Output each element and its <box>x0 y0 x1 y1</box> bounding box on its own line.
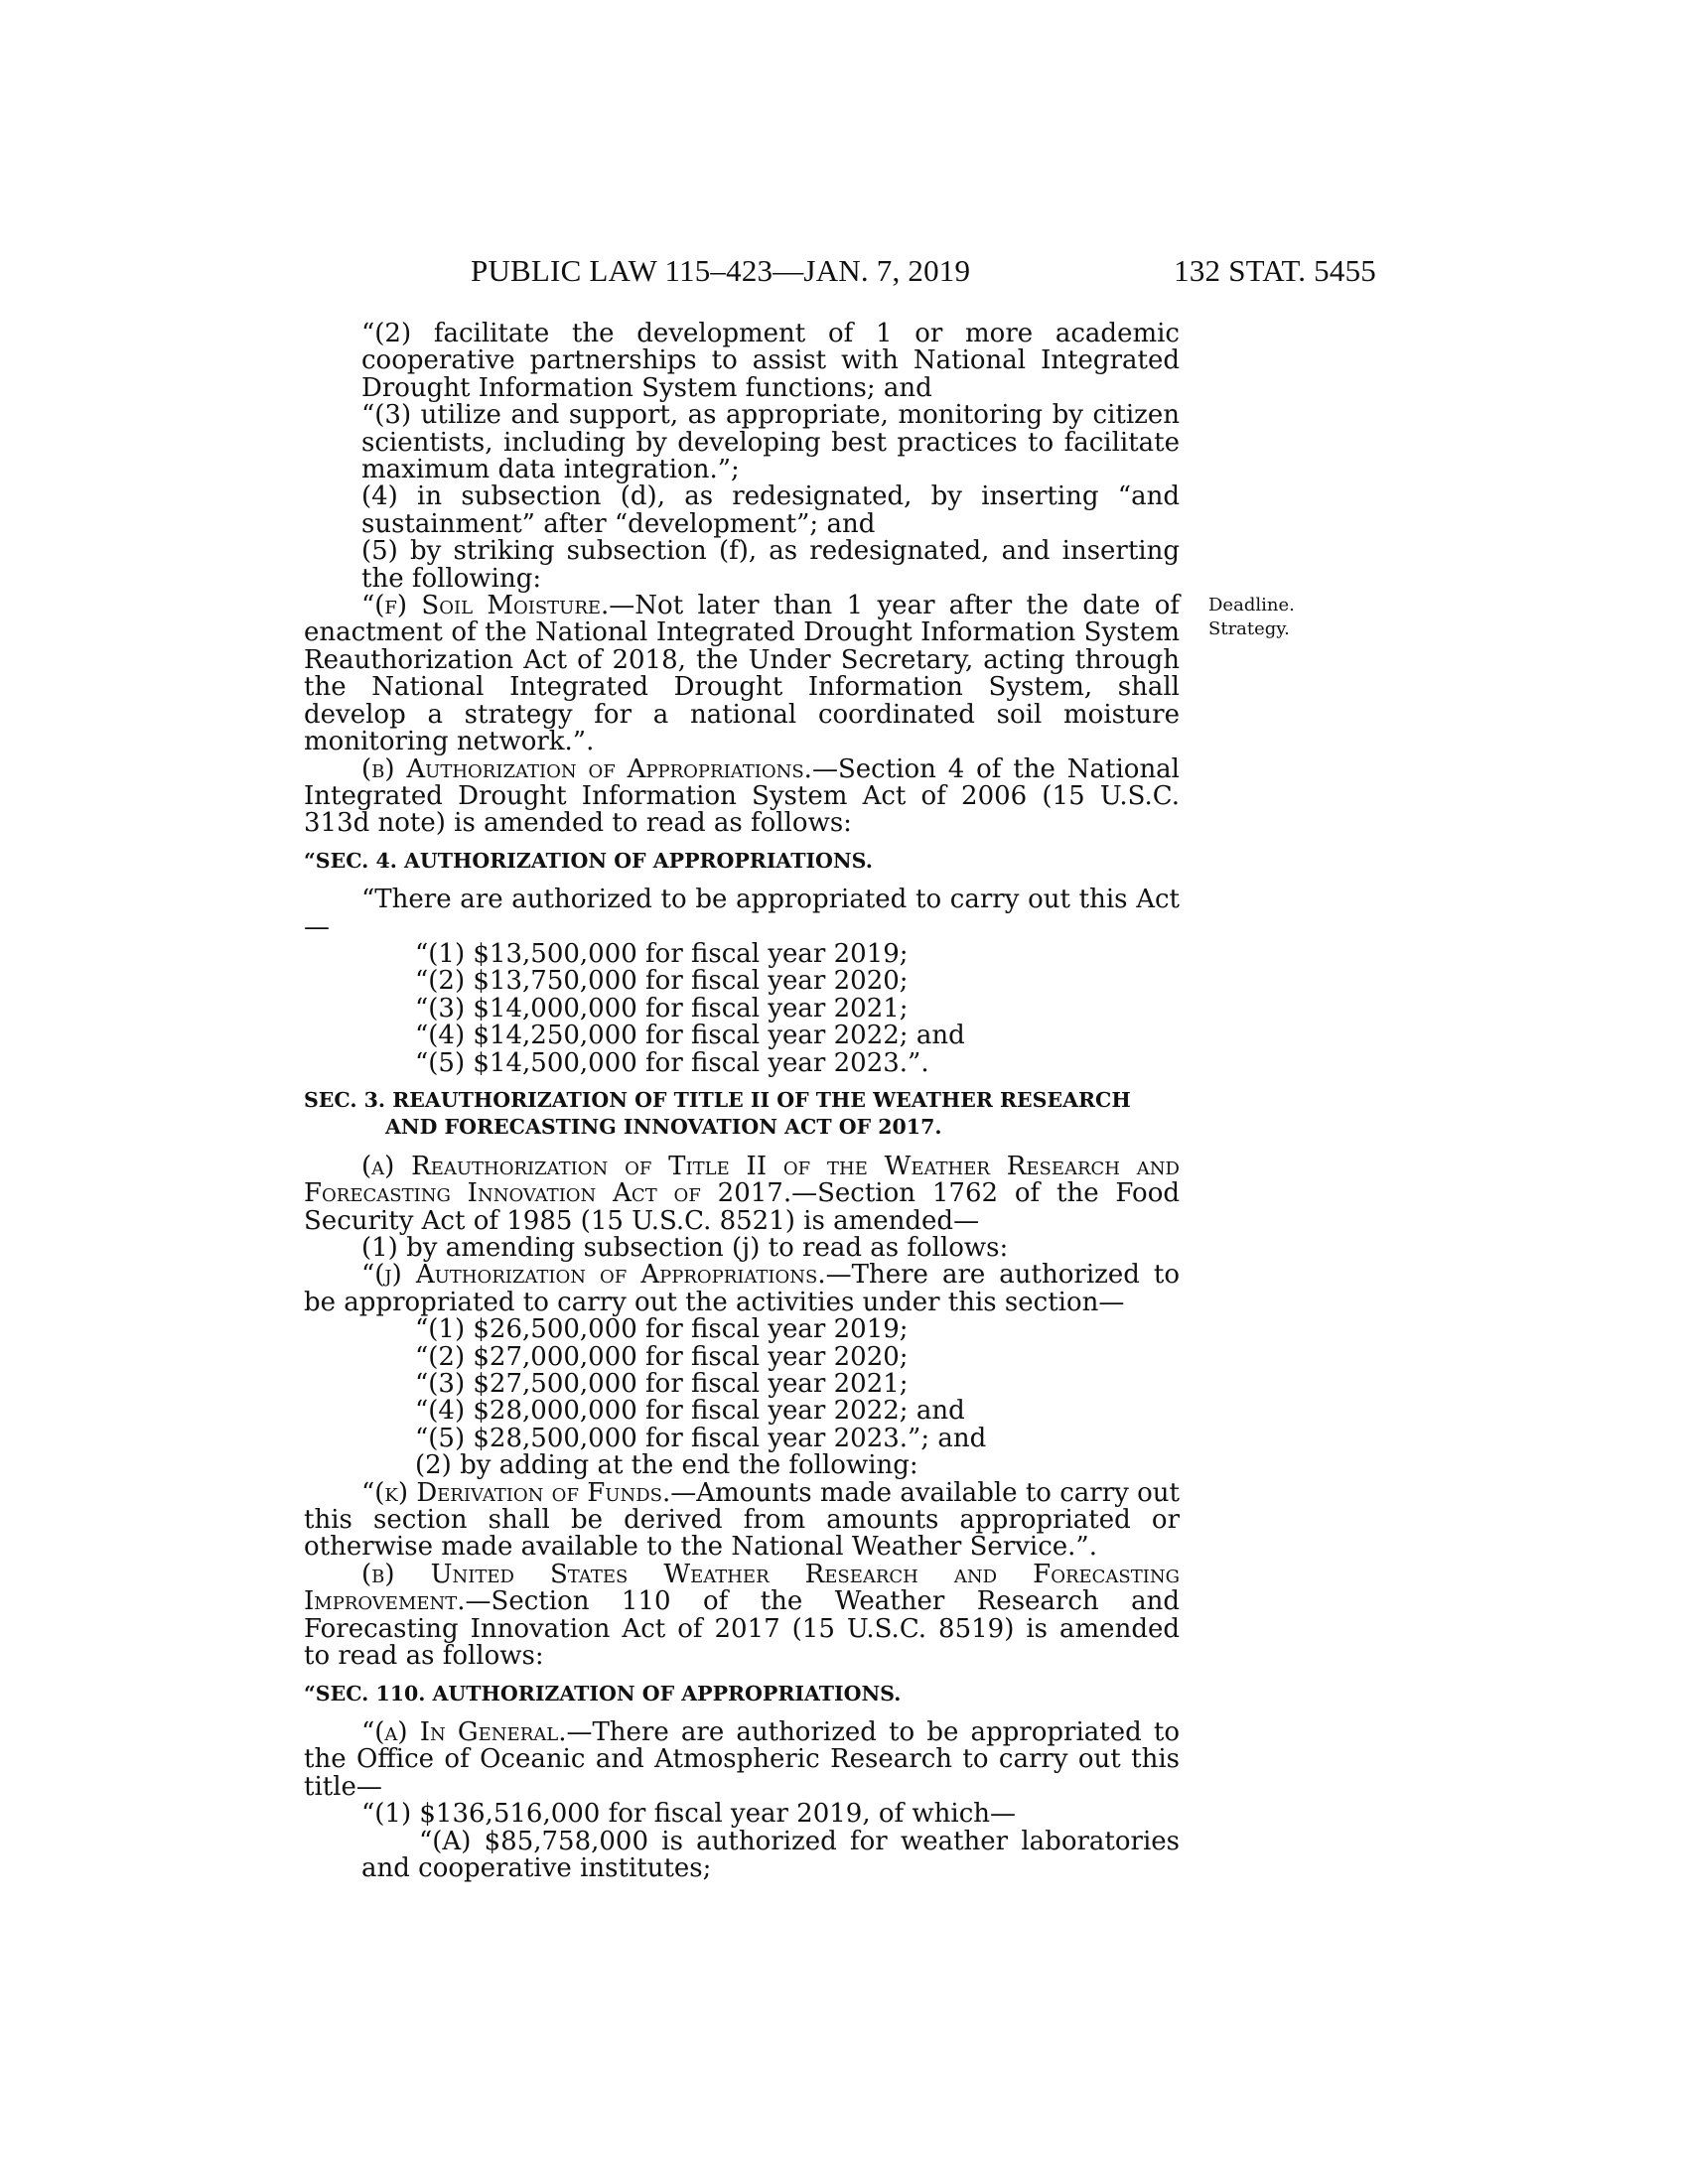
sec-4-heading: “SEC. 4. AUTHORIZATION OF APPROPRIATIONS. <box>304 848 873 873</box>
in-general-heading: “(a) In General. <box>361 1716 567 1747</box>
paragraph-a-in-general <box>304 1716 1180 1802</box>
paragraph-a-reauthorization <box>304 1151 1180 1236</box>
paragraph-authorized-act: “There are authorized to be appropriated to carry out this Act— <box>304 885 1180 942</box>
paragraph-b-authorization <box>304 753 1181 839</box>
soil-moisture-text: —Not later than 1 year after the date of enactment of the National Integrated Drought Information System Reauthorization Act of 2018, the Under Secretary, acting through the National Integrated Drought Information System, shall develop a strategy for a national coordinated soil moisture monitoring network.”. <box>304 591 1180 757</box>
sec-3-heading: SEC. 3. REAUTHORIZATION OF TITLE II OF THE WEATHER RESEARCH AND FORECASTING INNOVATION ACT OF 2017. <box>304 1087 1131 1140</box>
united-states-heading: (b) United States Weather Research and Forecasting Improvement. <box>304 1559 1180 1617</box>
authorization-text: —Section 4 of the National Integrated Drought Information System Act of 2006 (15 U.S.C. 313d note) is amended to read as follows: <box>304 753 1181 839</box>
page-stat-number: 132 STAT. 5455 <box>1174 253 1376 288</box>
reauthorization-text: —Section 1762 of the Food Security Act of 1985 (15 U.S.C. 8521) is amended— <box>304 1178 1180 1236</box>
paragraph-k-derivation <box>304 1477 1180 1563</box>
k-text: —Amounts made available to carry out this section shall be derived from amounts appropriated or otherwise made available to the National Weather Service.”. <box>304 1477 1180 1563</box>
paragraph-1-amending: (1) by amending subsection (j) to read as follows: <box>361 1233 1009 1263</box>
soil-moisture-heading: “(f) Soil Moisture. <box>361 591 610 621</box>
j-item-5: “(5) $28,500,000 for fiscal year 2023.”; and <box>415 1423 987 1453</box>
sec4-item-4: “(4) $14,250,000 for fiscal year 2022; and <box>415 1021 965 1051</box>
in-general-text: —There are authorized to be appropriated to the Office of Oceanic and Atmospheric Research to carry out this title— <box>304 1716 1180 1802</box>
sec4-item-2: “(2) $13,750,000 for fiscal year 2020; <box>415 966 909 997</box>
sec4-item-3: “(3) $14,000,000 for fiscal year 2021; <box>415 993 909 1024</box>
j-item-1: “(1) $26,500,000 for fiscal year 2019; <box>415 1314 909 1345</box>
j-text: —There are authorized to be appropriated to carry out the activities under this section— <box>304 1260 1180 1317</box>
paragraph-2-adding: (2) by adding at the end the following: <box>415 1450 918 1481</box>
running-head-title: PUBLIC LAW 115–423—JAN. 7, 2019 <box>471 253 971 288</box>
paragraph-4-subsection-d: (4) in subsection (d), as redesignated, by inserting “and sustainment” after “development”; and <box>361 481 1180 539</box>
paragraph-2-facilitate: “(2) facilitate the development of 1 or more academic cooperative partnerships to assist with National Integrated Drought Information System functions; and <box>361 319 1180 403</box>
j-heading: “(j) Authorization of Appropriations. <box>361 1260 826 1291</box>
margin-note-deadline: Deadline. <box>1208 595 1295 615</box>
sec4-item-1: “(1) $13,500,000 for fiscal year 2019; <box>415 938 909 969</box>
sec4-item-5: “(5) $14,500,000 for fiscal year 2023.”. <box>415 1047 929 1078</box>
j-item-4: “(4) $28,000,000 for fiscal year 2022; and <box>415 1396 965 1427</box>
authorization-heading: (b) Authorization of Appropriations. <box>361 753 812 784</box>
paragraph-b-united-states <box>304 1559 1180 1672</box>
margin-notes <box>1208 594 1295 641</box>
paragraph-3-utilize: “(3) utilize and support, as appropriate, monitoring by citizen scientists, including by developing best practices to facilitate maximum data integration.”; <box>361 400 1180 485</box>
document-body <box>304 321 1180 1882</box>
margin-note-strategy: Strategy. <box>1208 618 1290 639</box>
k-heading: “(k) Derivation of Funds. <box>361 1477 671 1508</box>
j-item-2: “(2) $27,000,000 for fiscal year 2020; <box>415 1341 909 1372</box>
paragraph-1-136: “(1) $136,516,000 for fiscal year 2019, of which— <box>361 1799 1017 1830</box>
reauthorization-heading: (a) Reauthorization of Title II of the Weather Research and Forecasting Innovation Act of 2017. <box>304 1151 1180 1209</box>
j-item-3: “(3) $27,500,000 for fiscal year 2021; <box>415 1369 909 1400</box>
paragraph-j-authorization <box>304 1262 1180 1316</box>
paragraph-a-85: “(A) $85,758,000 is authorized for weather laboratories and cooperative institutes; <box>361 1826 1180 1883</box>
paragraph-5-striking: (5) by striking subsection (f), as redesignated, and inserting the following: <box>361 536 1180 594</box>
paragraph-soil-moisture <box>304 593 1180 755</box>
united-states-text: —Section 110 of the Weather Research and Forecasting Innovation Act of 2017 (15 U.S.C. 8519) is amended to read as follows: <box>304 1586 1180 1672</box>
sec-110-heading: “SEC. 110. AUTHORIZATION OF APPROPRIATIONS. <box>304 1681 902 1706</box>
